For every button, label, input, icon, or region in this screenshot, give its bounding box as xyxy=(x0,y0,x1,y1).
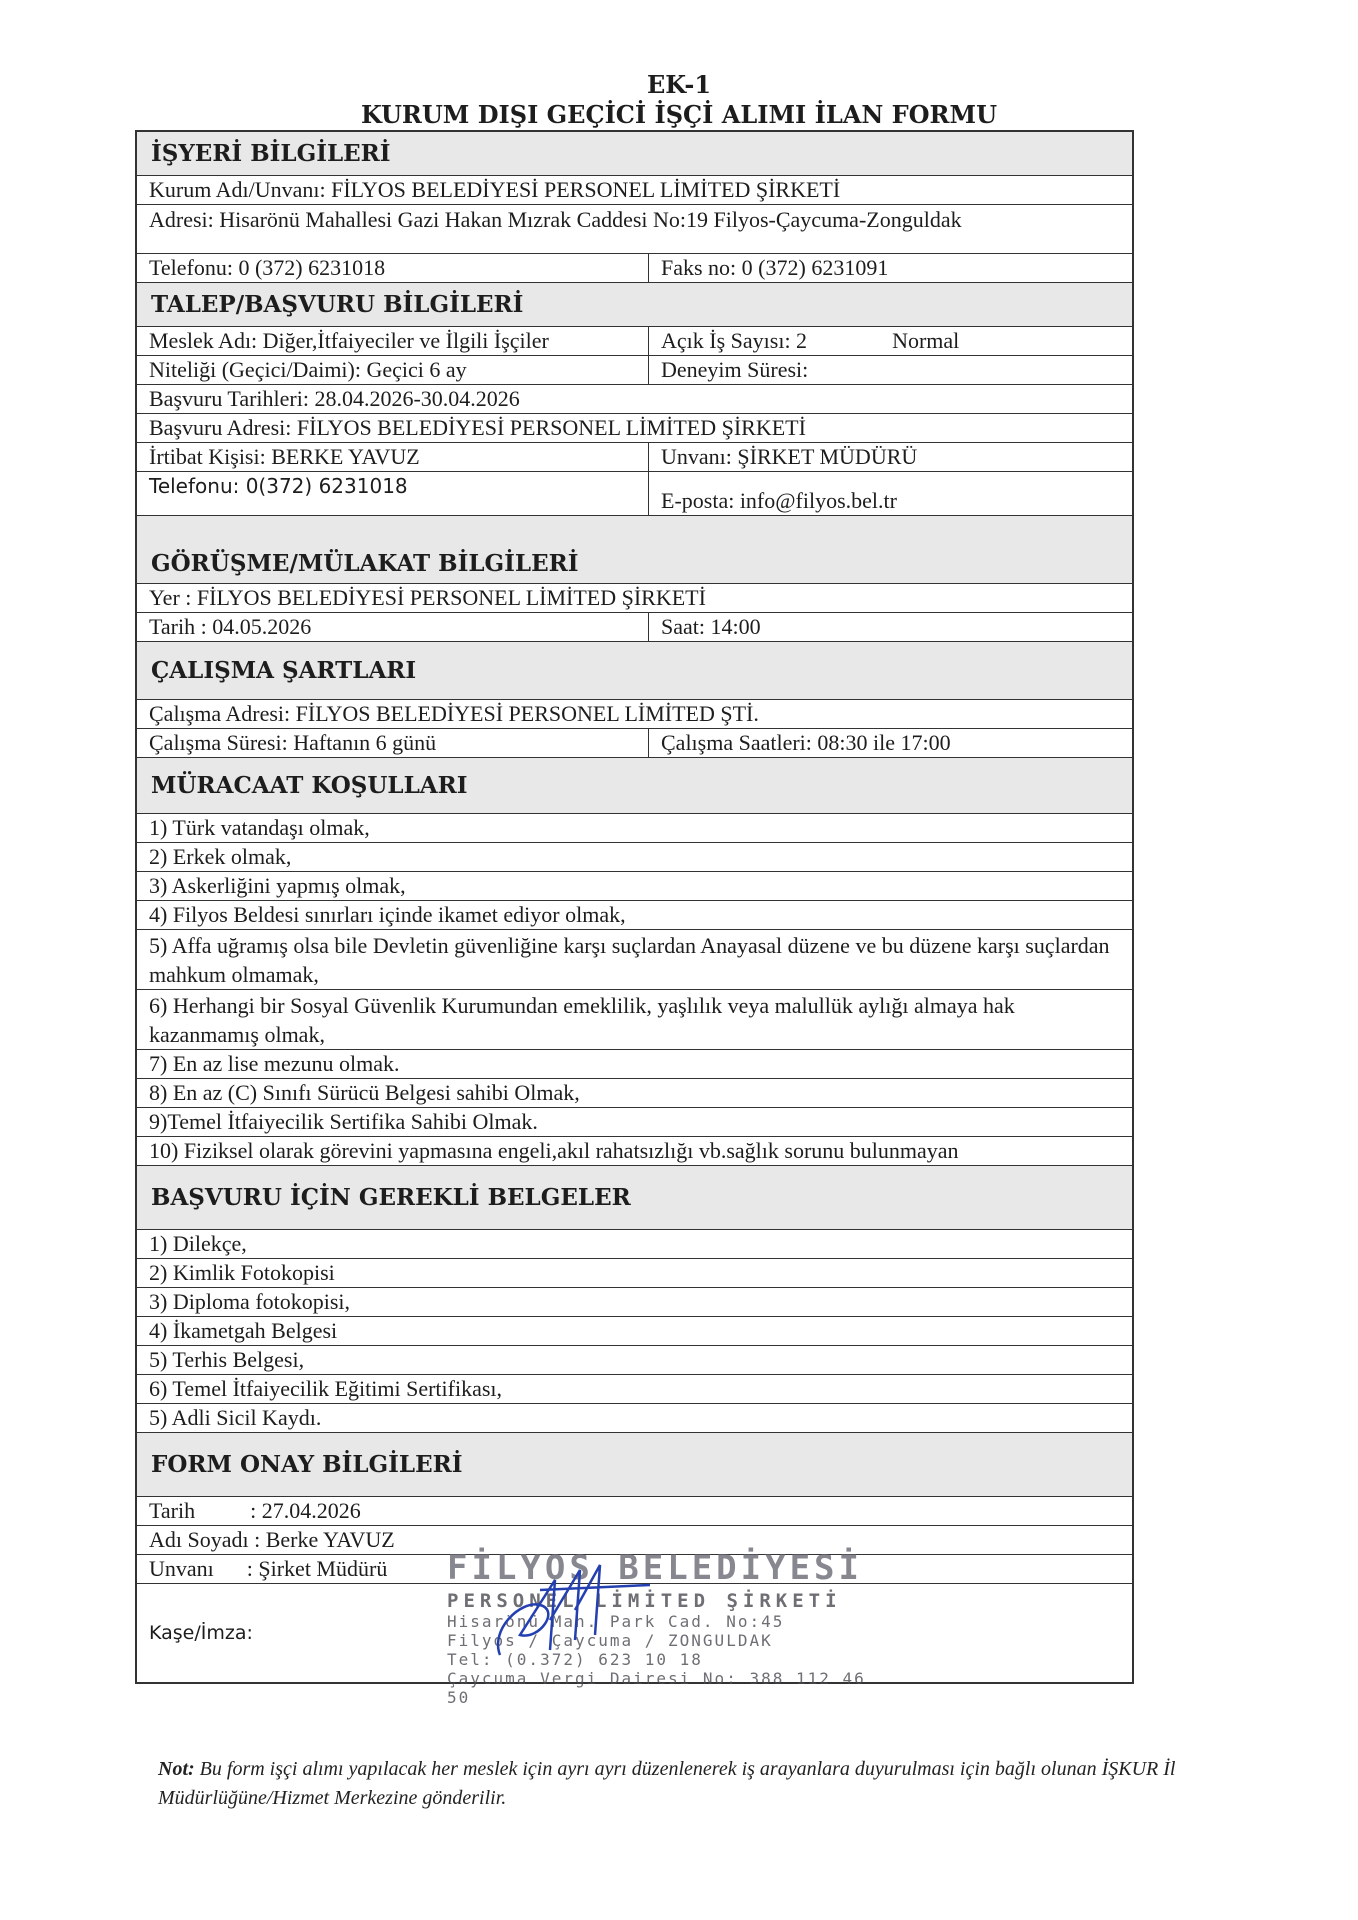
stamp-line: Hisarönü Mah. Park Cad. No:45 xyxy=(447,1612,785,1631)
form-title: KURUM DIŞI GEÇİCİ İŞÇİ ALIMI İLAN FORMU xyxy=(361,100,997,129)
requirement-item: 10) Fiziksel olarak görevini yapmasına engeli,akıl rahatsızlığı vb.sağlık sorunu bulunmayan xyxy=(149,1138,959,1163)
stamp-label: Kaşe/İmza: xyxy=(149,1621,253,1644)
section-employer: İŞYERİ BİLGİLERİ xyxy=(137,132,1132,176)
position-type: Normal xyxy=(892,328,960,353)
document-item: 5) Adli Sicil Kaydı. xyxy=(149,1405,322,1430)
employer-address: Adresi: Hisarönü Mahallesi Gazi Hakan Mızrak Caddesi No:19 Filyos-Çaycuma-Zonguldak xyxy=(149,207,962,232)
announcement-form xyxy=(135,130,1134,1707)
stamp-line: Çaycuma Vergi Dairesi No: 388 112 46 50 xyxy=(447,1669,866,1707)
approval-title: Unvanı : Şirket Müdürü xyxy=(149,1556,388,1581)
application-address: Başvuru Adresi: FİLYOS BELEDİYESİ PERSONEL LİMİTED ŞİRKETİ xyxy=(149,415,806,440)
annex-label: EK-1 xyxy=(646,70,712,99)
employer-fax: Faks no: 0 (372) 6231091 xyxy=(661,255,889,280)
requirement-item: 4) Filyos Beldesi sınırları içinde ikamet ediyor olmak, xyxy=(149,902,626,927)
stamp-line: Filyos / Çaycuma / ZONGULDAK xyxy=(447,1631,773,1650)
approval-name: Adı Soyadı : Berke YAVUZ xyxy=(149,1527,395,1552)
section-request: TALEP/BAŞVURU BİLGİLERİ xyxy=(137,283,1132,327)
interview-date: Tarih : 04.05.2026 xyxy=(137,613,649,641)
work-hours: Çalışma Saatleri: 08:30 ile 17:00 xyxy=(661,730,951,755)
section-documents: BAŞVURU İÇİN GEREKLİ BELGELER xyxy=(137,1166,1132,1230)
interview-time: Saat: 14:00 xyxy=(661,614,761,639)
signature-icon xyxy=(480,1560,660,1670)
approval-date: Tarih : 27.04.2026 xyxy=(149,1498,361,1523)
open-positions xyxy=(649,327,1132,355)
work-address: Çalışma Adresi: FİLYOS BELEDİYESİ PERSONEL LİMİTED ŞTİ. xyxy=(149,701,759,726)
contact-person: İrtibat Kişisi: BERKE YAVUZ xyxy=(137,443,649,471)
document-item: 5) Terhis Belgesi, xyxy=(149,1347,305,1372)
requirement-item: 6) Herhangi bir Sosyal Güvenlik Kurumundan emeklilik, yaşlılık veya malullük aylığı almaya hak kazanmamış olmak, xyxy=(149,993,1015,1047)
section-working-conditions: ÇALIŞMA ŞARTLARI xyxy=(137,642,1132,700)
stamp-line: Tel: (0.372) 623 10 18 xyxy=(447,1650,703,1669)
contact-phone: Telefonu: 0(372) 6231018 xyxy=(137,472,649,515)
requirement-item: 7) En az lise mezunu olmak. xyxy=(149,1051,400,1076)
document-item: 1) Dilekçe, xyxy=(149,1231,247,1256)
section-requirements: MÜRACAAT KOŞULLARI xyxy=(137,758,1132,814)
experience: Deneyim Süresi: xyxy=(661,357,809,382)
requirement-item: 8) En az (C) Sınıfı Sürücü Belgesi sahibi Olmak, xyxy=(149,1080,580,1105)
open-positions-count: Açık İş Sayısı: 2 xyxy=(661,328,808,353)
section-interview: GÖRÜŞME/MÜLAKAT BİLGİLERİ xyxy=(137,516,1132,584)
contact-email: E-posta: info@filyos.bel.tr xyxy=(661,488,897,513)
section-approval: FORM ONAY BİLGİLERİ xyxy=(137,1433,1132,1497)
requirement-item: 1) Türk vatandaşı olmak, xyxy=(149,815,370,840)
interview-place: Yer : FİLYOS BELEDİYESİ PERSONEL LİMİTED ŞİRKETİ xyxy=(149,585,706,610)
requirement-item: 3) Askerliğini yapmış olmak, xyxy=(149,873,406,898)
document-item: 2) Kimlik Fotokopisi xyxy=(149,1260,335,1285)
document-item: 6) Temel İtfaiyecilik Eğitimi Sertifikası, xyxy=(149,1376,503,1401)
stamp-line: PERSONEL LİMİTED ŞİRKETİ xyxy=(447,1590,842,1612)
work-duration: Çalışma Süresi: Haftanın 6 günü xyxy=(137,729,649,757)
document-item: 3) Diploma fotokopisi, xyxy=(149,1289,351,1314)
requirement-item: 5) Affa uğramış olsa bile Devletin güvenliğine karşı suçlardan Anayasal düzene ve bu düzene karşı suçlardan mahkum olmamak, xyxy=(149,933,1110,987)
application-dates: Başvuru Tarihleri: 28.04.2026-30.04.2026 xyxy=(149,386,520,411)
contact-title: Unvanı: ŞİRKET MÜDÜRÜ xyxy=(661,444,918,469)
occupation: Meslek Adı: Diğer,İtfaiyeciler ve İlgili İşçiler xyxy=(137,327,649,355)
footer-note xyxy=(158,1755,1228,1813)
employer-phone: Telefonu: 0 (372) 6231018 xyxy=(137,254,649,282)
requirement-item: 9)Temel İtfaiyecilik Sertifika Sahibi Olmak. xyxy=(149,1109,538,1134)
requirement-item: 2) Erkek olmak, xyxy=(149,844,292,869)
note-label: Not: xyxy=(158,1758,195,1780)
stamp-line: FİLYOS BELEDİYESİ xyxy=(447,1548,863,1588)
job-nature: Niteliği (Geçici/Daimi): Geçici 6 ay xyxy=(137,356,649,384)
employer-name: Kurum Adı/Unvanı: FİLYOS BELEDİYESİ PERSONEL LİMİTED ŞİRKETİ xyxy=(149,177,841,202)
document-item: 4) İkametgah Belgesi xyxy=(149,1318,338,1343)
note-text: Bu form işçi alımı yapılacak her meslek için ayrı ayrı düzenlenerek iş arayanlara duyurulması için bağlı olunan İŞKUR İl Müdürlüğüne/Hizmet Merkezine gönderilir. xyxy=(158,1758,1176,1809)
